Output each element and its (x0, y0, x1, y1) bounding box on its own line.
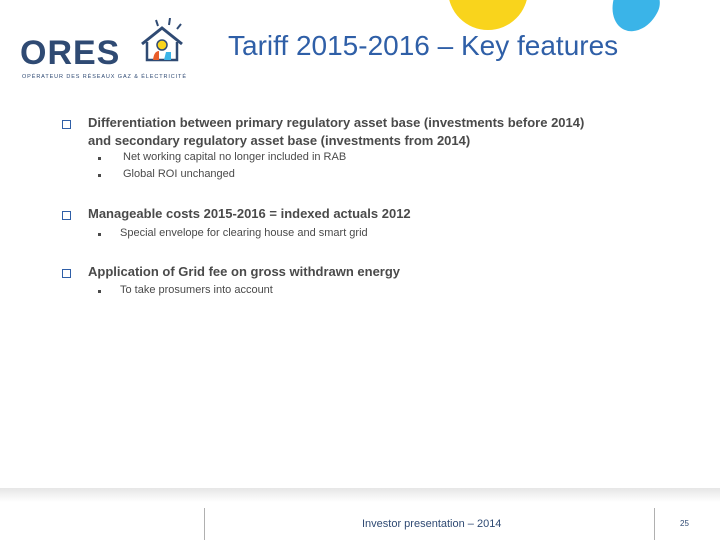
decorative-yellow-shape (448, 0, 528, 30)
bullet-3-sub-1: To take prosumers into account (120, 284, 273, 296)
bullet-1-line-2: and secondary regulatory asset base (investments from 2014) (88, 133, 471, 148)
sub-bullet-icon (98, 233, 101, 236)
bullet-1-line-1: Differentiation between primary regulatory asset base (investments before 2014) (88, 115, 585, 130)
square-bullet-icon (62, 120, 71, 129)
bullet-2-sub-1: Special envelope for clearing house and smart grid (120, 227, 368, 239)
logo-tagline: OPÉRATEUR DES RÉSEAUX GAZ & ÉLECTRICITÉ (22, 74, 187, 80)
bullet-2-line-1: Manageable costs 2015-2016 = indexed actuals 2012 (88, 206, 411, 221)
bullet-1-sub-2: Global ROI unchanged (123, 168, 235, 180)
logo-wordmark: ORES (20, 34, 121, 72)
sub-bullet-icon (98, 174, 101, 177)
sub-bullet-icon (98, 157, 101, 160)
square-bullet-icon (62, 211, 71, 220)
slide-title: Tariff 2015-2016 – Key features (228, 30, 619, 61)
ores-logo (14, 18, 186, 84)
footer-label: Investor presentation – 2014 (362, 518, 502, 530)
footer-separator (0, 488, 720, 502)
square-bullet-icon (62, 269, 71, 278)
sub-bullet-icon (98, 290, 101, 293)
bullet-3-line-1: Application of Grid fee on gross withdrawn energy (88, 264, 401, 279)
footer-divider (654, 508, 655, 540)
page-number: 25 (680, 519, 689, 528)
footer-divider (204, 508, 205, 540)
bullet-1-sub-1: Net working capital no longer included in RAB (123, 151, 347, 163)
house-icon (136, 18, 186, 66)
